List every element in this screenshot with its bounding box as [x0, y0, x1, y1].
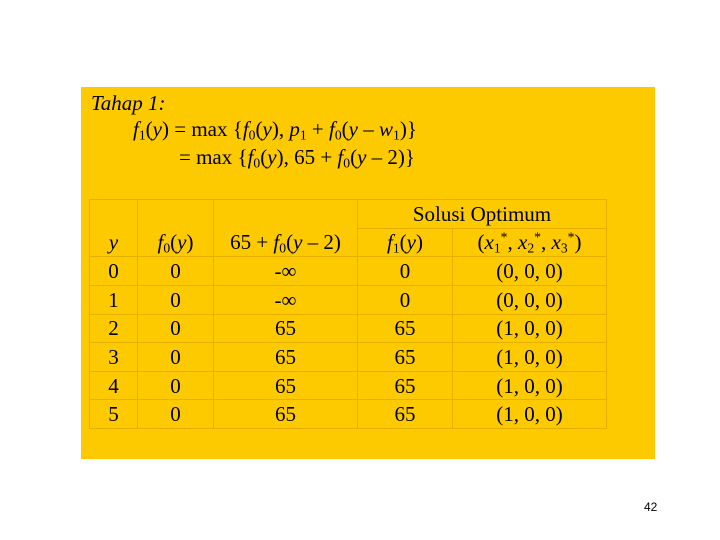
stage-table	[89, 199, 607, 429]
cell-expr: 65	[214, 371, 358, 400]
table-row	[90, 371, 607, 400]
cell-y: 4	[90, 371, 138, 400]
cell-x: (0, 0, 0)	[453, 285, 607, 314]
table-row	[90, 314, 607, 343]
cell-f0: 0	[138, 285, 214, 314]
table-header-row	[90, 228, 607, 257]
stage-heading: Tahap 1:	[91, 91, 166, 115]
cell-expr: -∞	[214, 285, 358, 314]
table-row	[90, 343, 607, 372]
cell-f1: 65	[358, 400, 453, 429]
page-number: 42	[644, 500, 658, 514]
cell-f0: 0	[138, 314, 214, 343]
x-header: ($x_1^*$, $x_2^*$, $x_3^*$)	[453, 228, 607, 257]
table-row	[90, 400, 607, 429]
cell-y: 5	[90, 400, 138, 429]
cell-expr: -∞	[214, 257, 358, 286]
f0-header: $f_0(y)$	[138, 228, 214, 257]
cell-x: (1, 0, 0)	[453, 371, 607, 400]
solusi-optimum-header: Solusi Optimum	[358, 200, 607, 229]
cell-y: 3	[90, 343, 138, 372]
substituted-formula: = $\max \{f_0(y)$, $65 + f_0(y - 2)$}	[179, 145, 415, 171]
cell-f1: 0	[358, 285, 453, 314]
expr-header: $65 + f_0(y - 2)$	[214, 228, 358, 257]
cell-f1: 65	[358, 343, 453, 372]
cell-expr: 65	[214, 343, 358, 372]
cell-f0: 0	[138, 257, 214, 286]
f1-header: $f_1(y)$	[358, 228, 453, 257]
cell-expr: 65	[214, 314, 358, 343]
cell-f1: 65	[358, 314, 453, 343]
cell-f1: 0	[358, 257, 453, 286]
table-row	[90, 257, 607, 286]
cell-expr: 65	[214, 400, 358, 429]
slide-image	[81, 87, 655, 459]
cell-x: (1, 0, 0)	[453, 400, 607, 429]
cell-f0: 0	[138, 400, 214, 429]
cell-f1: 65	[358, 371, 453, 400]
cell-x: (1, 0, 0)	[453, 343, 607, 372]
cell-y: 0	[90, 257, 138, 286]
cell-f0: 0	[138, 343, 214, 372]
cell-y: 2	[90, 314, 138, 343]
cell-y: 1	[90, 285, 138, 314]
cell-f0: 0	[138, 371, 214, 400]
cell-x: (1, 0, 0)	[453, 314, 607, 343]
y-header: y	[90, 228, 138, 257]
table-group-header-row	[90, 200, 607, 229]
recurrence-formula: $f_1(y) = \max \{f_0(y)$, $p_1 + f_0(y - w_1)$}	[133, 117, 417, 143]
cell-x: (0, 0, 0)	[453, 257, 607, 286]
table-row	[90, 285, 607, 314]
